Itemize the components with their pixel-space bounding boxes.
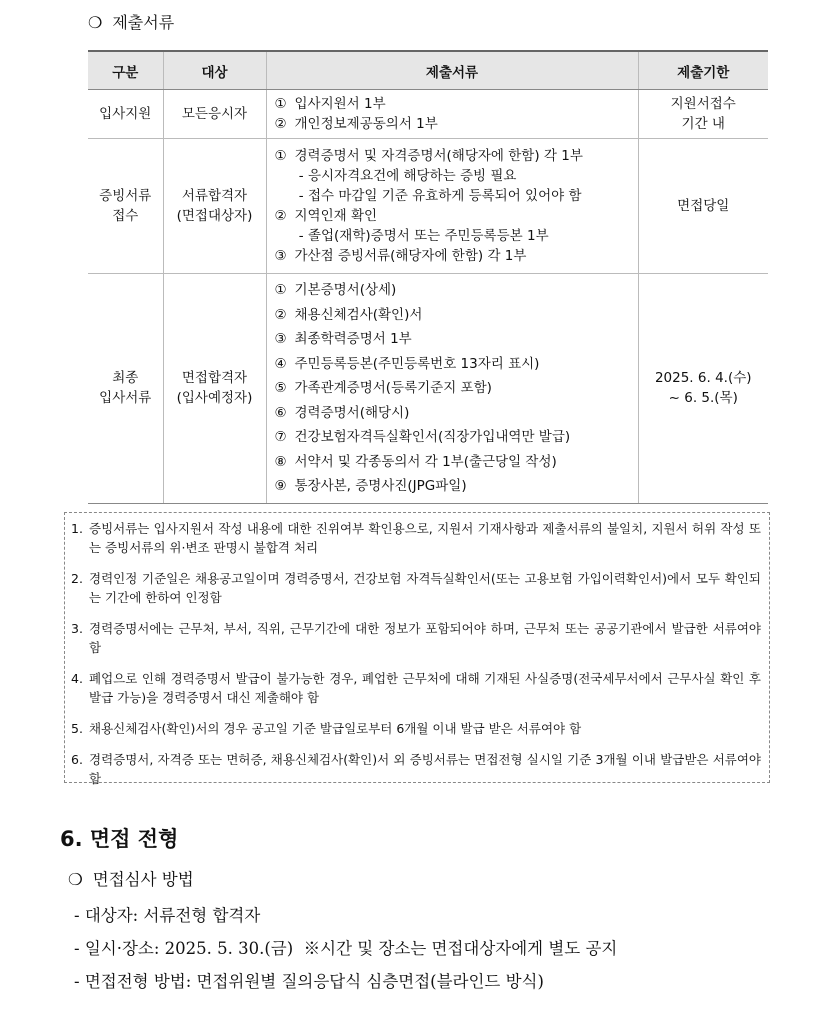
- list-item: - 접수 마감일 기준 유효하게 등록되어 있어야 함: [294, 188, 582, 204]
- list-item: ② 개인정보제공동의서 1부: [274, 116, 438, 132]
- cell-target: 면접합격자 (입사예정자): [163, 274, 266, 504]
- cell-deadline: 면접당일: [638, 139, 768, 274]
- documents-table: [88, 50, 768, 504]
- note-item: 6. 경력증명서, 자격증 또는 면허증, 채용신체검사(확인)서 외 증빙서류는 면접전형 실시일 기준 3개월 이내 발급받은 서류여야 함: [71, 752, 761, 786]
- list-item: ④ 주민등록등본(주민등록번호 13자리 표시): [274, 355, 540, 372]
- list-item: ① 경력증명서 및 자격증명서(해당자에 한함) 각 1부: [274, 148, 583, 164]
- interview-section-title: 6. 면접 전형: [60, 827, 179, 851]
- table-row: [88, 274, 768, 504]
- cell-documents: [266, 274, 638, 504]
- cell-documents: [266, 139, 638, 274]
- header-deadline: 제출기한: [638, 51, 768, 90]
- note-item: 2. 경력인정 기준일은 채용공고일이며 경력증명서, 건강보험 자격득실확인서(또는 고용보험 가입이력확인서)에서 모두 확인되는 기간에 한하여 인정함: [71, 571, 761, 605]
- circle-bullet-icon: ❍: [88, 13, 103, 32]
- interview-item-target: - 대상자: 서류전형 합격자: [74, 906, 261, 925]
- cell-target: 서류합격자 (면접대상자): [163, 139, 266, 274]
- notes-box: [64, 512, 770, 786]
- interview-subheading: ❍ 면접심사 방법: [68, 870, 194, 889]
- table-row: [88, 90, 768, 139]
- list-item: ⑨ 통장사본, 증명사진(JPG파일): [274, 478, 467, 494]
- header-category: 구분: [88, 51, 163, 90]
- list-item: ⑥ 경력증명서(해당시): [274, 404, 410, 421]
- list-item: ② 지역인재 확인: [274, 208, 378, 224]
- interview-item-method: - 면접전형 방법: 면접위원별 질의응답식 심층면접(블라인드 방식): [74, 972, 544, 991]
- cell-deadline: 지원서접수 기간 내: [638, 90, 768, 139]
- section-heading: [88, 10, 174, 33]
- note-item: 1. 증빙서류는 입사지원서 작성 내용에 대한 진위여부 확인용으로, 지원서 기재사항과 제출서류의 불일치, 지원서 허위 작성 또는 증빙서류의 위·변조 판명시 불합격 처리: [71, 521, 761, 555]
- list-item: ⑧ 서약서 및 각종동의서 각 1부(출근당일 작성): [274, 453, 557, 470]
- note-item: 4. 폐업으로 인해 경력증명서 발급이 불가능한 경우, 폐업한 근무처에 대해 기재된 사실증명(전국세무서에서 근무사실 확인 후 발급 가능)을 경력증명서 대신 제출해야 함: [71, 671, 761, 705]
- cell-target: 모든응시자: [163, 90, 266, 139]
- table-row: [88, 139, 768, 274]
- note-item: 3. 경력증명서에는 근무처, 부서, 직위, 근무기간에 대한 정보가 포함되어야 하며, 근무처 또는 공공기관에서 발급한 서류여야 함: [71, 621, 761, 655]
- header-target: 대상: [163, 51, 266, 90]
- list-item: ② 채용신체검사(확인)서: [274, 306, 423, 323]
- cell-category: 증빙서류 접수: [88, 139, 163, 274]
- section-title: 제출서류: [112, 13, 175, 32]
- list-item: ③ 가산점 증빙서류(해당자에 한함) 각 1부: [274, 248, 527, 264]
- list-item: ③ 최종학력증명서 1부: [274, 331, 412, 347]
- table-header-row: [88, 51, 768, 90]
- header-documents: 제출서류: [266, 51, 638, 90]
- note-item: 5. 채용신체검사(확인)서의 경우 공고일 기준 발급일로부터 6개월 이내 발급 받은 서류여야 함: [71, 721, 582, 736]
- interview-item-schedule: - 일시·장소: 2025. 5. 30.(금) ※시간 및 장소는 면접대상자에게 별도 공지: [74, 939, 618, 958]
- list-item: ⑦ 건강보험자격득실확인서(직장가입내역만 발급): [274, 429, 571, 445]
- list-item: ⑤ 가족관계증명서(등록기준지 포함): [274, 380, 492, 396]
- list-item: ① 기본증명서(상세): [274, 282, 397, 298]
- cell-category: 입사지원: [88, 90, 163, 139]
- list-item: - 졸업(재학)증명서 또는 주민등록등본 1부: [294, 228, 549, 244]
- cell-deadline: 2025. 6. 4.(수) ~ 6. 5.(목): [638, 274, 768, 504]
- cell-documents: [266, 90, 638, 139]
- cell-category: 최종 입사서류: [88, 274, 163, 504]
- list-item: ① 입사지원서 1부: [274, 96, 386, 112]
- list-item: - 응시자격요건에 해당하는 증빙 필요: [294, 168, 517, 184]
- circle-bullet-icon: ❍: [68, 870, 83, 889]
